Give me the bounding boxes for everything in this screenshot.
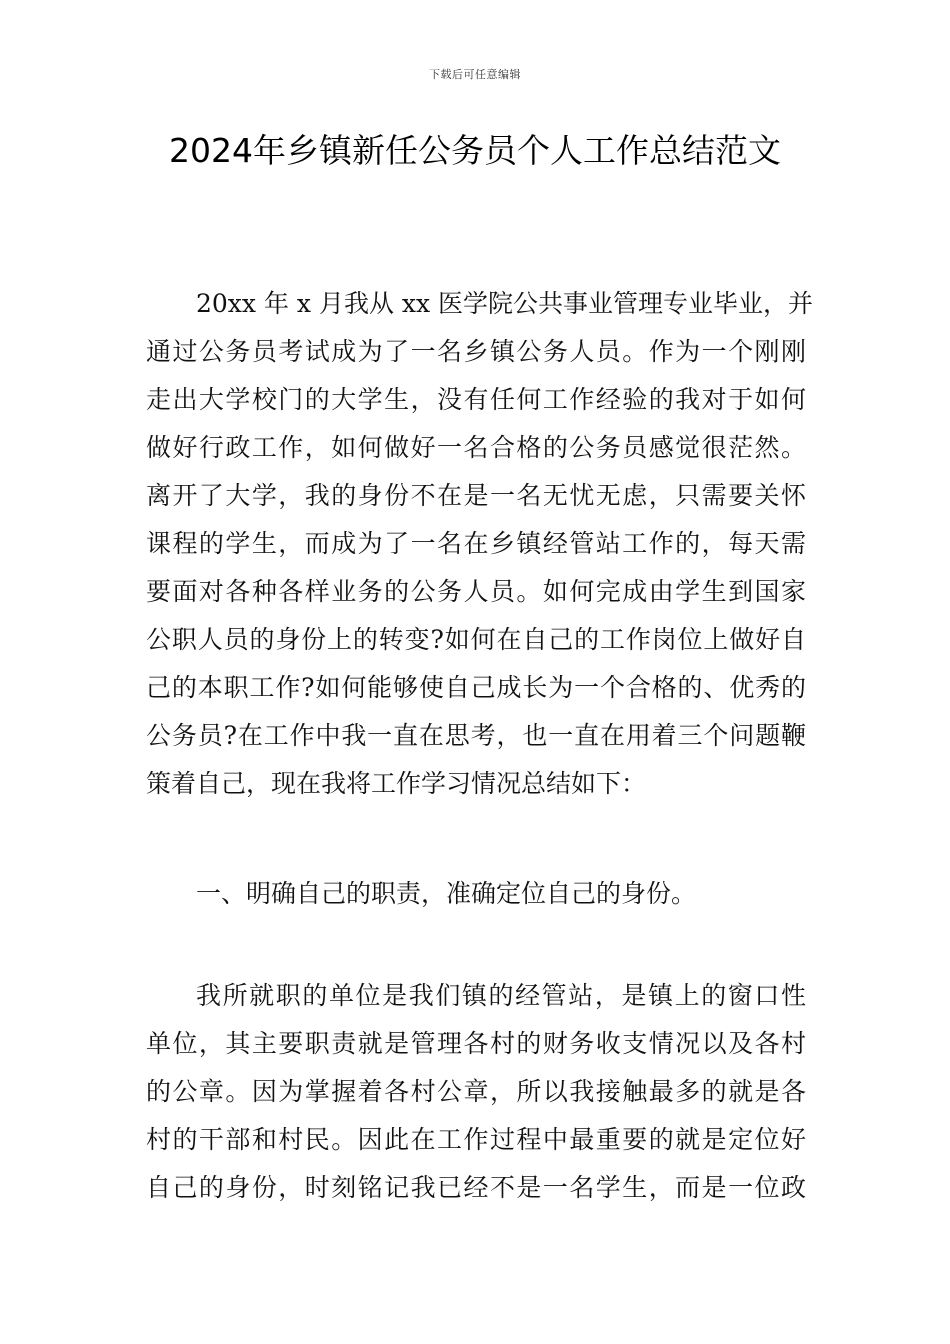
paragraph-line: 通过公务员考试成为了一名乡镇公务人员。作为一个刚刚 [146, 337, 806, 366]
paragraph-line: 离开了大学，我的身份不在是一名无忧无虑，只需要关怀 [146, 481, 806, 510]
paragraph-line: 20xx 年 x 月我从 xx 医学院公共事业管理专业毕业，并 [196, 289, 814, 318]
header-note: 下载后可任意编辑 [429, 68, 521, 81]
section-heading [146, 870, 806, 918]
paragraph-line: 课程的学生，而成为了一名在乡镇经管站工作的，每天需 [146, 529, 806, 558]
paragraph-role [146, 972, 806, 1212]
paragraph-line: 公务员?在工作中我一直在思考，也一直在用着三个问题鞭 [146, 721, 806, 750]
paragraph-line: 的公章。因为掌握着各村公章，所以我接触最多的就是各 [146, 1077, 806, 1106]
paragraph-intro [146, 280, 814, 808]
paragraph-line: 我所就职的单位是我们镇的经管站，是镇上的窗口性 [196, 981, 806, 1010]
paragraph-line: 策着自己，现在我将工作学习情况总结如下： [146, 769, 647, 798]
paragraph-line: 走出大学校门的大学生，没有任何工作经验的我对于如何 [146, 385, 806, 414]
paragraph-line: 做好行政工作，如何做好一名合格的公务员感觉很茫然。 [146, 433, 806, 462]
paragraph-line: 己的本职工作?如何能够使自己成长为一个合格的、优秀的 [146, 673, 806, 702]
section-heading-text: 一、明确自己的职责，准确定位自己的身份。 [196, 879, 697, 908]
paragraph-line: 公职人员的身份上的转变?如何在自己的工作岗位上做好自 [146, 625, 806, 654]
paragraph-line: 自己的身份，时刻铭记我已经不是一名学生，而是一位政 [146, 1173, 806, 1202]
paragraph-line: 单位，其主要职责就是管理各村的财务收支情况以及各村 [146, 1029, 806, 1058]
paragraph-line: 要面对各种各样业务的公务人员。如何完成由学生到国家 [146, 577, 806, 606]
paragraph-line: 村的干部和村民。因此在工作过程中最重要的就是定位好 [146, 1125, 806, 1154]
document-title: 2024年乡镇新任公务员个人工作总结范文 [169, 131, 781, 170]
